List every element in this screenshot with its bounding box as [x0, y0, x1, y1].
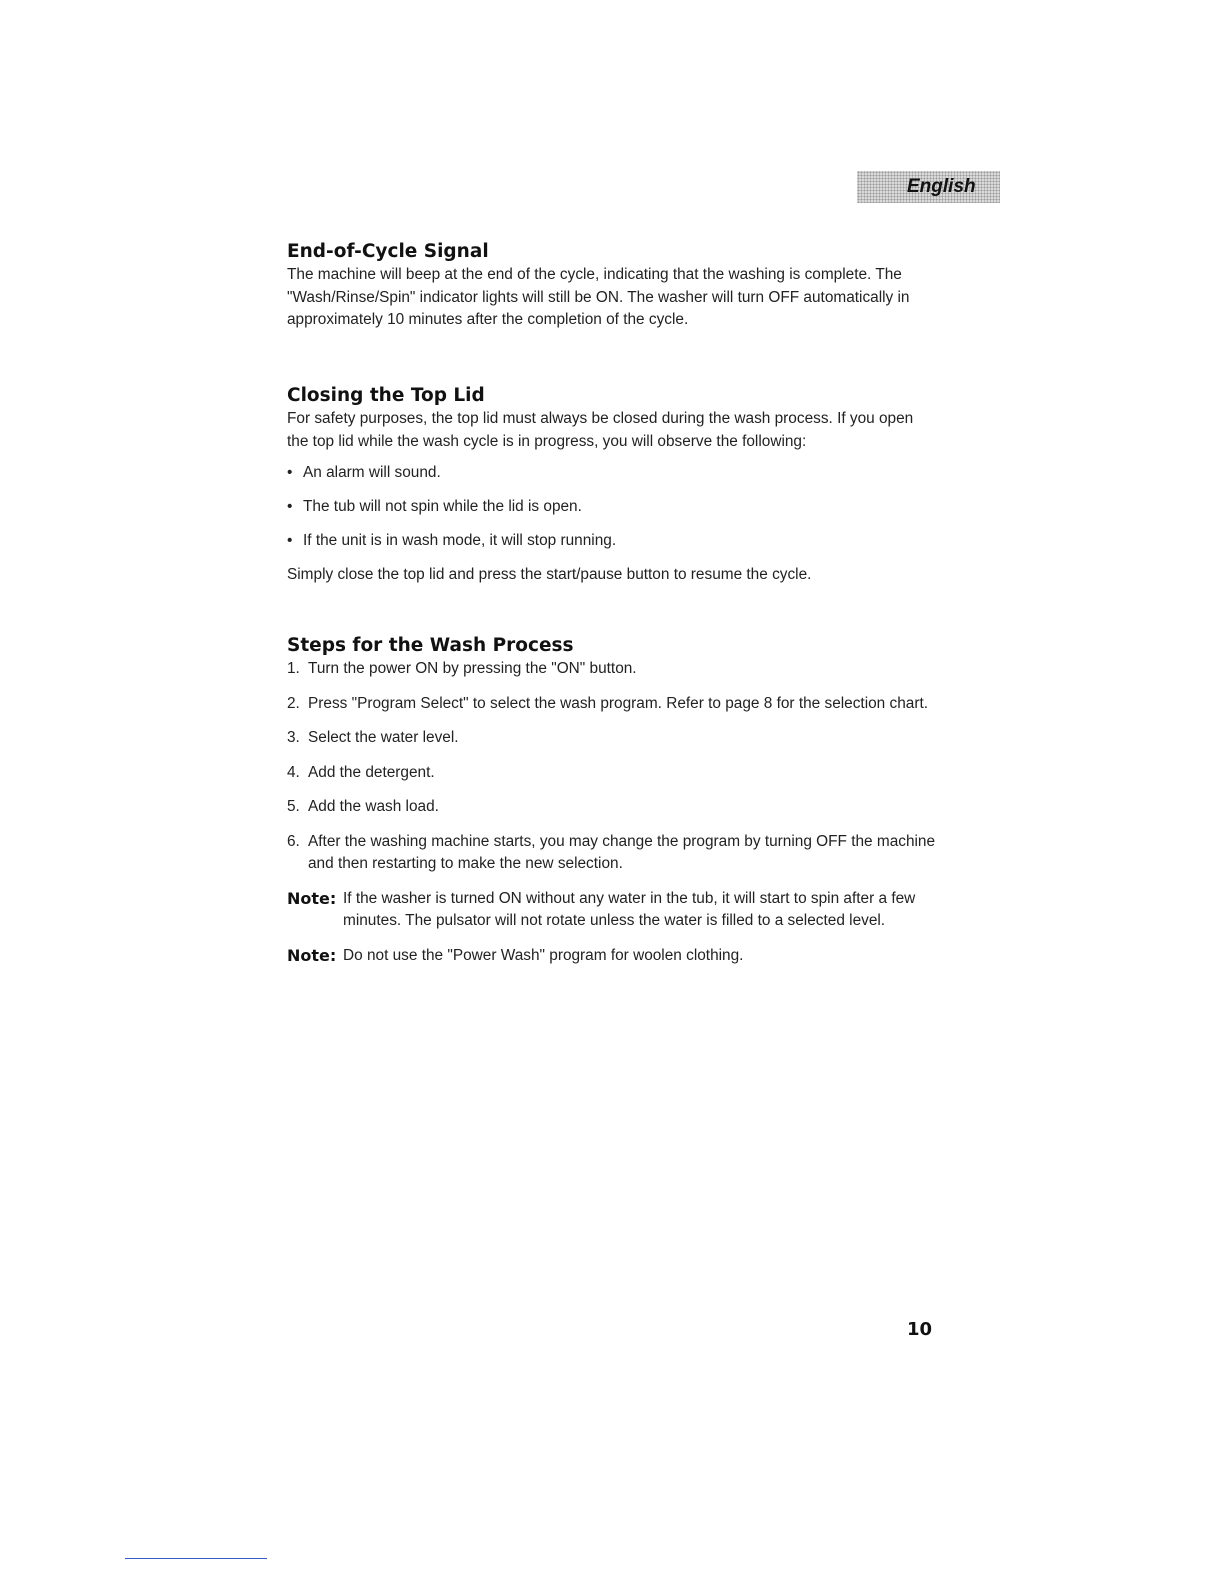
- page-number: 10: [907, 1319, 933, 1340]
- steps-list: [287, 658, 937, 876]
- list-item: [287, 831, 937, 876]
- step-text: Turn the power ON by pressing the "ON" button.: [308, 660, 637, 678]
- section-heading: Closing the Top Lid: [287, 385, 485, 407]
- page-content: [287, 240, 937, 979]
- step-number: 4.: [287, 763, 300, 781]
- step-number: 1.: [287, 660, 300, 678]
- step-text: Add the wash load.: [308, 798, 439, 816]
- note-text: If the washer is turned ON without any water in the tub, it will start to spin after a few minutes. The pulsator will not rotate unless the water is filled to a selected level.: [343, 889, 916, 930]
- section-wash-steps: [287, 634, 937, 967]
- list-item: [287, 658, 937, 681]
- closing-instruction: Simply close the top lid and press the start/pause button to resume the cycle.: [287, 565, 812, 583]
- note-text: Do not use the "Power Wash" program for woolen clothing.: [343, 946, 744, 964]
- note-label: Note:: [287, 888, 337, 908]
- note: [287, 888, 937, 933]
- step-text: Press "Program Select" to select the wash program. Refer to page 8 for the selection chart.: [308, 694, 929, 712]
- language-tab: [857, 171, 1000, 203]
- list-item: [287, 796, 937, 819]
- step-number: 3.: [287, 729, 300, 747]
- section-closing-lid: [287, 384, 937, 586]
- list-item: [287, 693, 937, 716]
- step-text: After the washing machine starts, you may change the program by turning OFF the machine and then restarting to make the new selection.: [308, 832, 936, 873]
- section-body: For safety purposes, the top lid must always be closed during the wash process. If you open the top lid while the wash cycle is in progress, you will observe the following:: [287, 410, 914, 450]
- step-number: 6.: [287, 832, 300, 850]
- note-label: Note:: [287, 945, 337, 965]
- bullet-list: [287, 462, 937, 552]
- list-item: [287, 762, 937, 785]
- section-heading: Steps for the Wash Process: [287, 635, 574, 657]
- section-heading: End-of-Cycle Signal: [287, 241, 489, 262]
- list-item: • An alarm will sound.: [287, 462, 937, 484]
- footer-divider: [125, 1558, 267, 1559]
- step-text: Select the water level.: [308, 729, 459, 747]
- note: [287, 945, 937, 968]
- step-number: 2.: [287, 694, 300, 712]
- step-number: 5.: [287, 798, 300, 816]
- list-item: • If the unit is in wash mode, it will stop running.: [287, 530, 937, 552]
- section-end-of-cycle: [287, 240, 937, 332]
- list-item: [287, 727, 937, 750]
- language-tab-label: English: [907, 176, 976, 197]
- step-text: Add the detergent.: [308, 763, 435, 781]
- section-body: The machine will beep at the end of the cycle, indicating that the washing is complete. The "Wash/Rinse/Spin" indicator lights will still be ON. The washer will turn OFF automatically in approximately 10 minutes after the completion of the cycle.: [287, 266, 910, 329]
- list-item: • The tub will not spin while the lid is open.: [287, 496, 937, 518]
